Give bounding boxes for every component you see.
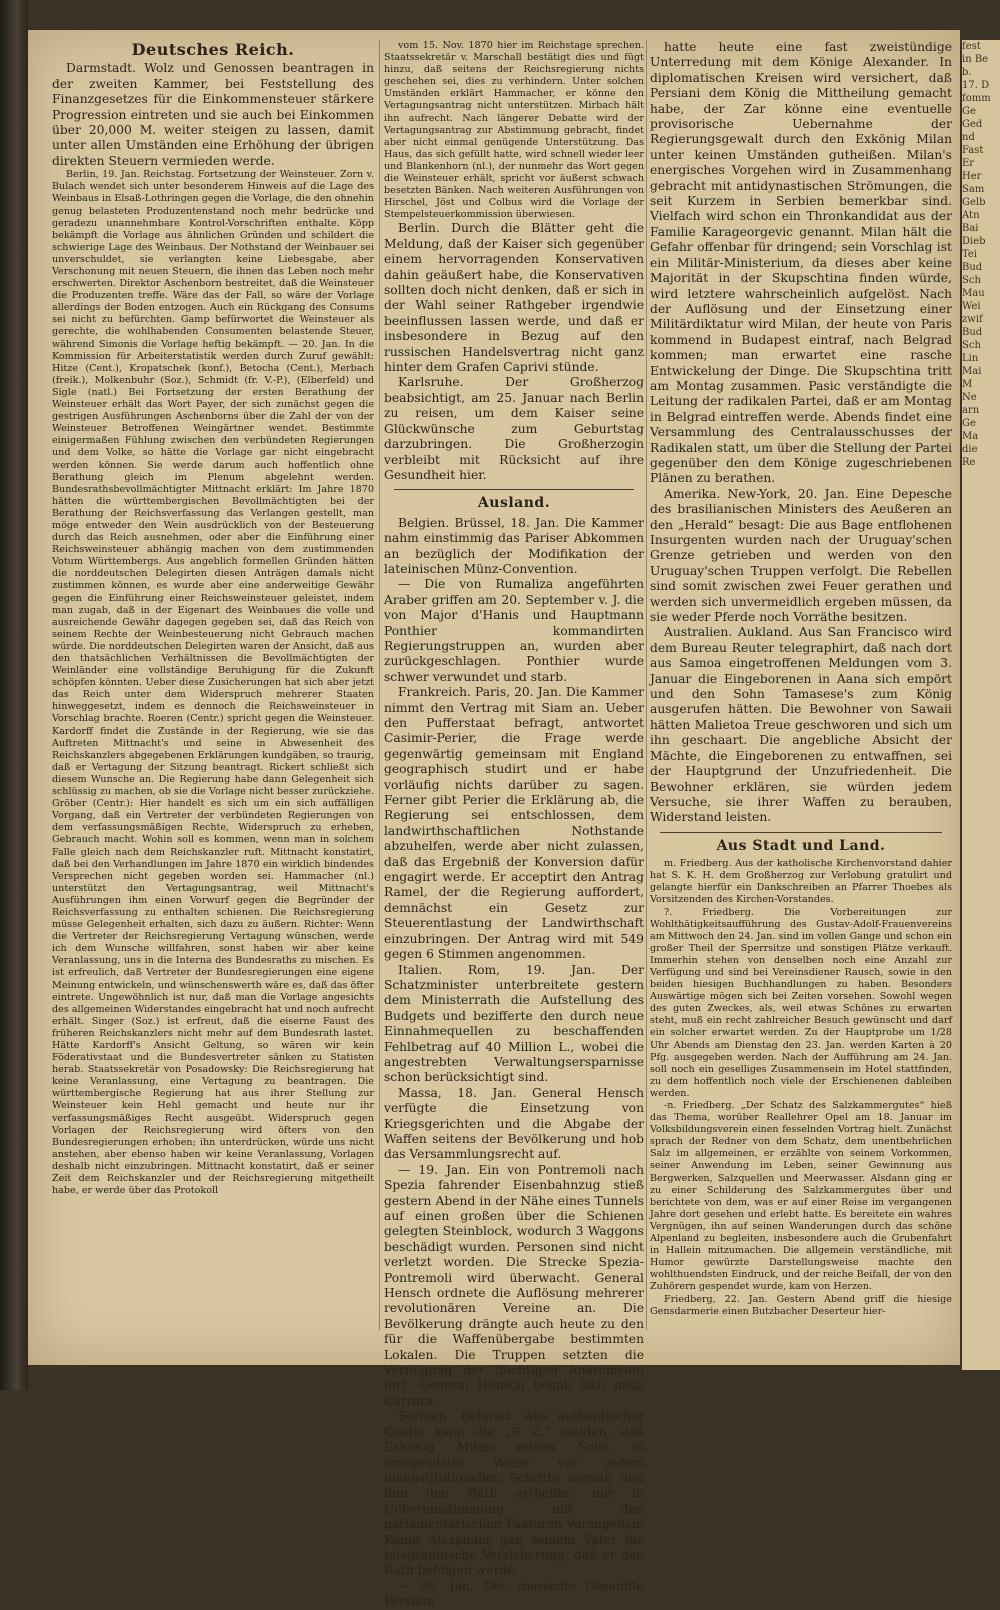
next-page-fragment: Her bbox=[962, 171, 982, 182]
next-page-fragment: Ge bbox=[962, 106, 976, 117]
column-rule bbox=[379, 40, 380, 1330]
local-news-paragraph: -n. Friedberg. „Der Schatz des Salzkammergutes“ hieß das Thema, worüber Reallehrer Opel am 18. Januar im Volksbildungsverein einen fesselnden Vortrag hielt. Zunächst sprach der Redner von dem Schatz, dem unentbehrlichen Salz im allgemeinen, er erzählte von seinem Vorkommen, seiner Anwendung im Leben, seiner Gewinnung aus Bergwerken, Salzquellen und Meerwasser. Alsdann ging er zu einer Schilderung des Salzkammergutes über und berichtete von dem, was er auf einer Reise im vergangenen Jahre dort gesehen und erlebt hatte. Es bereitete ein wahres Vergnügen, ihn auf seinen Wanderungen durch das schöne Alpenland zu begleiten, insbesondere auch die Grubenfahrt in Hallein mitzumachen. Die allgemein verständliche, mit Humor gewürzte Darstellungsweise machte den wohlthuendsten Eindruck, und der reiche Beifall, der von den Zuhörern gespendet wurde, kam von Herzen. bbox=[650, 1100, 952, 1293]
section-divider bbox=[660, 832, 942, 833]
column-1 bbox=[52, 40, 374, 1340]
article-paragraph: — 20. Jan. Der russische Gesandte Persiani bbox=[384, 1578, 644, 1609]
next-page-fragment: Lin bbox=[962, 353, 979, 364]
article-paragraph: Darmstadt. Wolz und Genossen beantragen in der zweiten Kammer, bei Feststellung des Finanzgesetzes für die Einkommensteuer stärkere Progression eintreten und sie auch bei Einkommen über 20,000 M. weiter steigen zu lassen, damit unter allen Umständen eine Erhöhung der übrigen direkten Steuern vermieden werde. bbox=[52, 61, 374, 168]
next-page-fragment: Gelb bbox=[962, 197, 986, 208]
article-paragraph: vom 15. Nov. 1870 hier im Reichstage sprechen. Staatssekretär v. Marschall bestätigt dies und fügt hinzu, daß seitens der Reichsregierung nichts geschehen sei, dies zu verhindern. Unter solchen Umständen erklärt Hammacher, er könne den Vertagungsantrag nicht unterstützen. Mirbach hält ihn aufrecht. Nach längerer Debatte wird der Vertagungsantrag zur Abstimmung gebracht, findet aber nicht einmal genügende Unterstützung. Das Haus, das sich gefüllt hatte, wird schnell wieder leer und Blankenhorn (nl.), der nunmehr das Wort gegen die Weinsteuer erhält, spricht vor äußerst schwach besetzten Bänken. Nach weiteren Ausführungen von Hirschel, Jöst und Colbus wird die Vorlage der Stempelsteuerkommission überwiesen. bbox=[384, 40, 644, 221]
next-page-fragment: Fast bbox=[962, 145, 984, 156]
local-news-paragraph: Friedberg, 22. Jan. Gestern Abend griff die hiesige Gensdarmerie einen Butzbacher Deserteur hier- bbox=[650, 1293, 952, 1317]
next-page-fragment: Mai bbox=[962, 366, 982, 377]
next-page-fragment: 17. D bbox=[962, 80, 990, 91]
article-paragraph: Australien. Aukland. Aus San Francisco wird dem Bureau Reuter telegraphirt, daß nach dort aus Samoa eingetroffenen Meldungen vom 3. Januar die Eingeborenen in Aana sich empört und den Sohn Tamasese's zum König ausgerufen hätten. Die Bewohner von Sawaii hätten Malietoa Treue geschworen und sich um ihn geschaart. Die angebliche Absicht der Mächte, die Eingeborenen zu entwaffnen, sei der Hauptgrund der Unzufriedenheit. Die Bewohner erklären, sie würden jedem Versuche, sie ihrer Waffen zu berauben, Widerstand leisten. bbox=[650, 625, 952, 825]
local-news-paragraph: ?. Friedberg. Die Vorbereitungen zur Wohlthätigkeitsaufführung des Gustav-Adolf-Frauenvereins am Mittwoch den 24. Jan. sind im vollen Gange und schon ein großer Theil der Sperrsitze und sonstigen Plätze verkauft. Immerhin stehen von denselben noch eine Anzahl zur Verfügung und sind bei Vereinsdiener Rausch, sowie in den beiden hiesigen Buchhandlungen zu haben. Besonders Auswärtige mögen sich bei Zeiten vorsehen. Sowohl wegen des guten Zweckes, als, weil etwas Schönes zu erwarten steht, muß ein recht zahlreicher Besuch gewünscht und darf ein solcher erwartet werden. Zu der Hauptprobe um 1/28 Uhr Abends am Dienstag den 23. Jan. werden Karten à 20 Pfg. ausgegeben werden. Nach der Aufführung am 24. Jan. soll noch ein geselliges Zusammensein im Hotel stattfinden, zu dem hoffentlich noch viele der Erschienenen dableiben werden. bbox=[650, 906, 952, 1099]
next-page-fragment: Dieb bbox=[962, 236, 986, 247]
article-paragraph: Berlin. Durch die Blätter geht die Meldung, daß der Kaiser sich gegenüber einem hervorragenden Konservativen dahin geäußert habe, die Konservativen sollten doch nicht denken, daß er sich in der Wahl seiner Rathgeber irgendwie beeinflussen lassen werde, und daß er insbesondere in Bezug auf den russischen Handelsvertrag nicht ganz hinter dem Grafen Caprivi stünde. bbox=[384, 221, 644, 375]
article-paragraph: Italien. Rom, 19. Jan. Der Schatzminister unterbreitete gestern dem Ministerrath die Aufstellung des Budgets und bezifferte den durch neue Einnahmequellen zu beschaffenden Fehlbetrag auf 40 Million L., wobei die angestrebten Verwaltungsersparnisse schon berücksichtigt sind. bbox=[384, 962, 644, 1085]
next-page-fragment: fest bbox=[962, 41, 981, 52]
next-page-fragment: Ma bbox=[962, 431, 979, 442]
next-page-fragment: Sam bbox=[962, 184, 985, 195]
article-paragraph: — 19. Jan. Ein von Pontremoli nach Spezia fahrender Eisenbahnzug stieß gestern Abend in der Nähe eines Tunnels auf einen großen über die Schienen gelegten Steinblock, wodurch 3 Waggons beschädigt wurden. Personen sind nicht verletzt worden. Die Strecke Spezia-Pontremoli wird überwacht. General Hensch ordnete die Auflösung mehrerer revolutionären Vereine an. Die Bevölkerung drängte auch heute zu den für die Waffenübergabe bestimmten Lokalen. Die Truppen setzten die Verfolgung der flüchtigen Anarchisten fort. General Hensch begab sich nach Carrara. bbox=[384, 1162, 644, 1408]
next-page-fragment: M bbox=[962, 379, 973, 390]
next-page-fragment: Re bbox=[962, 457, 976, 468]
section-title-aus-stadt-und-land: Aus Stadt und Land. bbox=[716, 837, 886, 854]
next-page-fragment: arn bbox=[962, 405, 980, 416]
local-news-paragraph: m. Friedberg. Aus der katholische Kirchenvorstand dahier hat S. K. H. dem Großherzog zur Verlobung gratulirt und gelangte hierfür ein Dankschreiben an Pfarrer Thoebes als Vorsitzenden des Kirchen-Vorstandes. bbox=[650, 858, 952, 906]
article-paragraph: Frankreich. Paris, 20. Jan. Die Kammer nimmt den Vertrag mit Siam an. Ueber den Pufferstaat befragt, antwortet Casimir-Perier, die Frage werde gegenwärtig gemeinsam mit England geographisch studirt und er habe vorläufig nichts darüber zu sagen. Ferner gibt Perier die Erklärung ab, die Regierung sei entschlossen, dem landwirthschaftlichen Nothstande abzuhelfen, werde aber nicht zulassen, daß das Ergebniß der Konversion dafür engagirt werde. Er acceptirt den Antrag Ramel, der die Regierung auffordert, demnächst ein Gesetz zur Steuerentlastung der Landwirthschaft einzubringen. Der Antrag wird mit 549 gegen 6 Stimmen angenommen. bbox=[384, 685, 644, 962]
next-page-fragment: Wei bbox=[962, 301, 981, 312]
next-page-fragment: Bai bbox=[962, 223, 979, 234]
next-page-fragment: Ged bbox=[962, 119, 983, 130]
next-page-fragment: Ne bbox=[962, 392, 977, 403]
article-paragraph: Amerika. New-York, 20. Jan. Eine Depesche des brasilianischen Ministers des Aeußeren an den „Herald“ besagt: Die aus Bage entflohenen Insurgenten wurden nach der Uruguay'schen Grenze getrieben und werden von den Uruguay'schen Truppen verfolgt. Die Rebellen sind somit zwischen zwei Feuer gerathen und werden sich unvermeidlich ergeben müssen, da sie weder Pferde noch Vorräthe besitzen. bbox=[650, 486, 952, 625]
article-paragraph: Massa, 18. Jan. General Hensch verfügte die Einsetzung von Kriegsgerichten und die Abgabe der Waffen seitens der Bevölkerung und hob das Versammlungsrecht auf. bbox=[384, 1085, 644, 1162]
article-paragraph: — Die von Rumaliza angeführten Araber griffen am 20. September v. J. die von Major d'Hanis und Hauptmann Ponthier kommandirten Regierungstruppen an, wurden aber zurückgeschlagen. Ponthier wurde schwer verwundet und starb. bbox=[384, 577, 644, 684]
article-paragraph: Serbien. Belgrad. Aus authentischer Quelle kann die „F. Z.“ melden, daß Exkönig Milan seinen Sohn in dringendster Weise vor jedem inkonstitutionellen Schritte warnte und ihm den Rath ertheilte, nur in Uebereinstimmung mit den parlamentarischen Faktoren vorzugehen. König Alexander gab seinem Vater die telegraphische Versicherung, daß er den Rath befolgen werde. bbox=[384, 1409, 644, 1578]
next-page-fragment: Mau bbox=[962, 288, 985, 299]
column-3 bbox=[650, 40, 952, 1340]
next-page-fragment: Sch bbox=[962, 340, 981, 351]
next-page-fragment: Ge bbox=[962, 418, 976, 429]
next-page-fragment: in Be bbox=[962, 54, 989, 65]
article-paragraph: Karlsruhe. Der Großherzog beabsichtigt, am 25. Januar nach Berlin zu reisen, um dem Kaiser seine Glückwünsche zum Geburtstag darzubringen. Die Großherzogin verbleibt mit Rücksicht auf ihre Gesundheit hier. bbox=[384, 375, 644, 482]
next-page-fragment: Tei bbox=[962, 249, 978, 260]
column-2 bbox=[384, 40, 644, 1609]
next-page-fragment: fomm bbox=[962, 93, 991, 104]
next-page-fragment: Er bbox=[962, 158, 975, 169]
section-title-ausland: Ausland. bbox=[477, 495, 551, 512]
next-page-fragment: Atn bbox=[962, 210, 980, 221]
next-page-fragment: nd bbox=[962, 132, 975, 143]
next-page-fragment: die bbox=[962, 444, 978, 455]
article-paragraph: hatte heute eine fast zweistündige Unterredung mit dem Könige Alexander. In diplomatischen Kreisen wird versichert, daß Persiani dem König die Mittheilung gemacht habe, der Zar könne eine eventuelle provisorische Uebernahme der Regierungsgewalt durch den Exkönig Milan unter keinen Umständen gutheißen. Milan's energisches Vorgehen wird in Zusammenhang gebracht mit antidynastischen Strömungen, die seit Kurzem in Serbien bemerkbar sind. Vielfach wird schon ein Thronkandidat aus der Familie Karageorgevic genannt. Milan hält die Gefahr offenbar für dringend; sein Vorschlag ist ein Militär-Ministerium, da dieses aber keine Majorität in der Skupschtina finden würde, wird letztere wahrscheinlich aufgelöst. Nach der Auflösung und der Einsetzung einer Militärdiktatur wird Milan, der heute von Paris kommend in Budapest eintraf, nach Belgrad kommen; man erwartet eine rasche Entwickelung der Dinge. Die Skupschtina tritt am Montag zusammen. Pasic verständigte die Leitung der radikalen Partei, daß er am Montag in Belgrad eintreffen werde. Abends findet eine Versammlung des Centralausschusses der Radikalen statt, um über die Stellung der Partei gegenüber den dem Könige zugeschriebenen Plänen zu berathen. bbox=[650, 40, 952, 486]
next-page-fragment: Bud bbox=[962, 262, 983, 273]
next-page-fragment: zwif bbox=[962, 314, 983, 325]
article-paragraph: Berlin, 19. Jan. Reichstag. Fortsetzung der Weinsteuer. Zorn v. Bulach wendet sich unter besonderem Hinweis auf die Lage des Weinbaus in Elsaß-Lothringen gegen die Vorlage, die den ohnehin genug belasteten Produzentenstand noch mehr bedrücke und geradezu unannehmbare Kontrol-Vorschriften enthalte. Köpp bekämpft die Vorlage aus ähnlichen Gründen und schildert die schwierige Lage des Weinbaus. Der Nothstand der Weinbauer sei unverschuldet, sie verlangten keine Liebesgabe, aber Verschonung mit neuen Steuern, die ihnen das Leben noch mehr erschwerten. Direktor Aschenborn bestreitet, daß die Weinsteuer die Produzenten treffe. Wäre das der Fall, so wäre der Vorlage allerdings der Boden entzogen. Auch ein Rückgang des Consums sei nicht zu befürchten. Gamp befürwortet die Weinsteuer als gerechte, die wohlhabenden Consumenten belastende Steuer, während Simonis die Vorlage heftig bekämpft. — 20. Jan. In die Kommission für Arbeiterstatistik werden durch Zuruf gewählt: Hitze (Cent.), Kropatschek (konf.), Betocha (Cent.), Merbach (freik.), Molkenbuhr (Soz.), Schmidt (fr. V.-P.), (Elberfeld) und Sigle (natl.) Bei Fortsetzung der ersten Berathung der Weinsteuer erhält das Wort Payer, der sich zunächst gegen die gestrigen Ausführungen Aschenborns über die Zahl der von der Weinsteuer Betroffenen Weingärtner wendet. Bestimmte einigermaßen Fühlung zwischen den verbündeten Regierungen und dem Volke, so hätte die Vorlage gar nicht eingebracht werden können. Sie werde darum auch hoffentlich ohne Berathung gleich im Plenum abgelehnt werden. Bundesrathsbevollmächtigter Mittnacht erklärt: Im Jahre 1870 hätten die württembergischen Bevollmächtigten bei der Berathung der Reichsverfassung das Verlangen gestellt, man möge entweder den Wein ausdrücklich von der Besteuerung durch das Reich ausnehmen, oder aber die Einführung einer Reichsweinsteuer abhängig machen von dem zustimmenden Votum Württembergs. Aus angeblich formellen Gründen hätten die norddeutschen Delegirten diesen Anträgen damals nicht zustimmen können, es wurde aber eine anderweitige Gewähr gegen die Einführung einer Reichsweinsteuer geleistet, indem man zugab, daß in der Eigenart des Weinbaues die volle und ausreichende Gewähr dagegen gegeben sei, daß das Reich von seinem Rechte der Weinbesteuerung nicht Gebrauch machen würde. Die norddeutschen Delegirten waren der Ansicht, daß aus den thatsächlichen Verhältnissen die Bevollmächtigten der Weinländer eine vollständige Beruhigung für die Zukunft schöpfen könnten. Ueber diese Zusicherungen hat sich aber jetzt das Reich unter dem Widerspruch mehrerer Staaten hinweggesetzt, indem es dennoch die Reichsweinsteuer in Vorschlag brachte. Roeren (Centr.) spricht gegen die Weinsteuer. Kardorff findet die Zustände in der Regierung, wie sie das Auftreten Mittnacht's und seine in Abwesenheit des Reichskanzlers abgegebenen Erklärungen kundgäben, so traurig, daß er Vertagung der Sitzung beantragt. Rickert schließt sich diesem Wunsche an. Die Regierung habe dann Gelegenheit sich schlüssig zu machen, ob sie die Vorlage nicht besser zurückziehe. Gröber (Centr.): Hier handelt es sich um ein sich auffälligen Vorgang, daß ein Vertreter der verbündeten Regierungen von dem verfassungsmäßigen Rechte, Widerspruch zu erheben, Gebrauch macht. Wohin soll es kommen, wenn man in solchem Falle gleich nach dem Reichskanzler ruft. Mittnacht konstatirt, daß bei den Verhandlungen im Jahre 1870 ein wirklich bindendes Versprechen nicht gegeben worden sei. Hammacher (nl.) unterstützt den Vertagungsantrag, weil Mittnacht's Ausführungen ihm einen Vorwurf gegen die Begründer der Reichsverfassung zu enthalten schienen. Die Reichsregierung müsse Gelegenheit erhalten, sich dazu zu äußern. Richter: Wenn die Vertreter der Reichsregierung Vertagung wünschen, werde ich dem Wunsche willfahren, sonst haben wir aber keine Veranlassung, uns in die Interna des Bundesraths zu mischen. Es ist erfreulich, daß Vertreter der Bundesregierungen eine eigene Meinung entwickeln, und wünschenswerth wäre es, daß das öfter eintrete. Ungewöhnlich ist nur, daß man die Vorlage angesichts des allgemeinen Widerstandes eingebracht hat und noch aufrecht erhält. Singer (Soz.) ist erfreut, daß die eiserne Faust des früheren Reichskanzlers nicht mehr auf dem Bundesrath lastet. Hätte Kardorff's Ansicht Geltung, so wären wir kein Föderativstaat und die Bundesvertreter sänken zu Statisten herab. Staatssekretär von Posadowsky: Die Reichsregierung hat keine Veranlassung, eine Vertagung zu beantragen. Die württembergische Regierung hat aus ihrer Stellung zur Weinsteuer kein Hehl gemacht und heute nur ihr verfassungsmäßiges Recht ausgeübt. Widerspruch gegen Vorlagen der Reichsregierung wird öfters von den Bundesregierungen erhoben; ihn unterdrücken, würde uns nicht anstehen, aber ebenso haben wir keine Veranlassung, Vorlagen deshalb nicht einzubringen. Mittnacht konstatirt, daß er seiner Zeit dem Reichskanzler und der Reichsregierung mitgetheilt habe, er werde über das Protokoll bbox=[52, 169, 374, 1197]
next-page-edge bbox=[962, 40, 1000, 1370]
next-page-fragment: b. bbox=[962, 67, 972, 78]
next-page-fragment: Bud bbox=[962, 327, 983, 338]
column-rule bbox=[646, 40, 647, 1330]
section-title-deutsches-reich: Deutsches Reich. bbox=[131, 40, 295, 59]
article-paragraph: Belgien. Brüssel, 18. Jan. Die Kammer nahm einstimmig das Pariser Abkommen an bezüglich der Modifikation der lateinischen Münz-Convention. bbox=[384, 515, 644, 576]
book-spine bbox=[0, 0, 28, 1390]
next-page-fragment: Sch bbox=[962, 275, 981, 286]
section-divider bbox=[394, 489, 634, 490]
